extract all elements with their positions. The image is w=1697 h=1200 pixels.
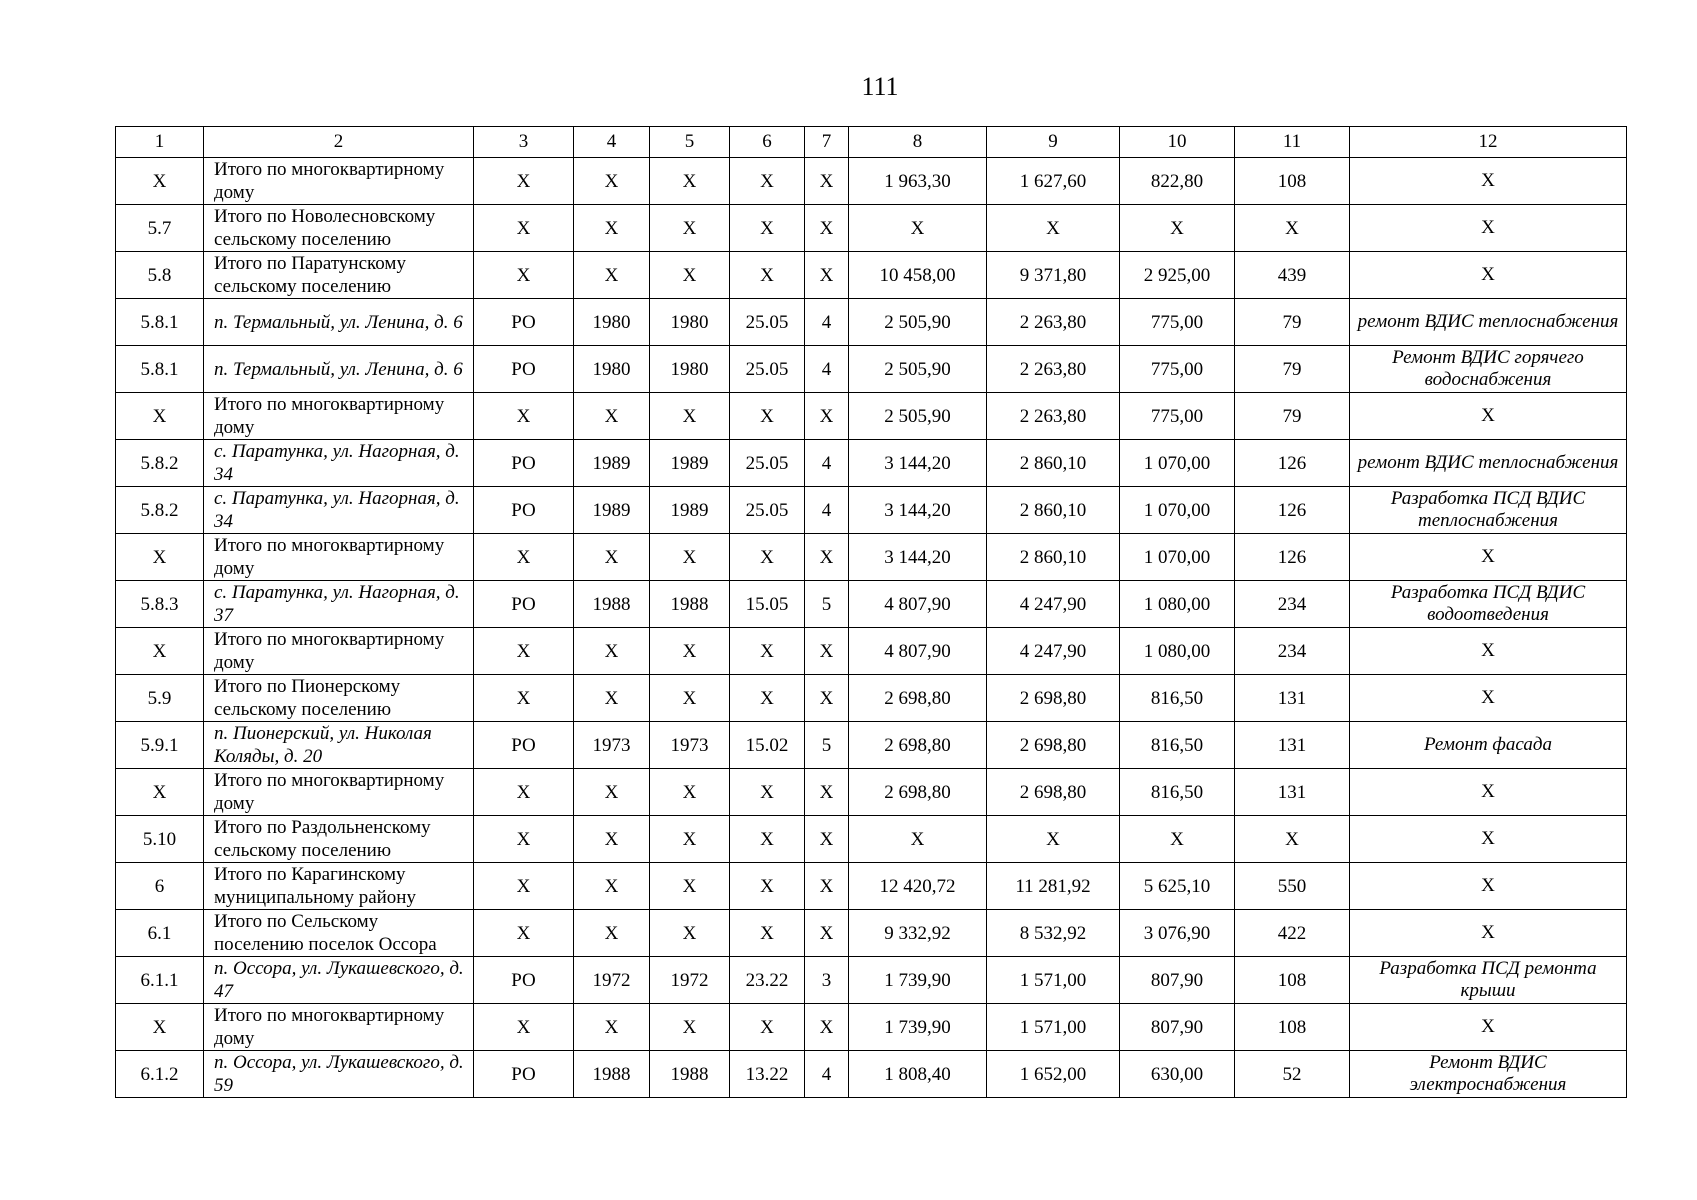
- column-11-cell: 131: [1235, 675, 1350, 722]
- address-cell: Итого по Новолесновскому сельскому поселению: [204, 205, 474, 252]
- column-6-cell: Х: [730, 910, 805, 957]
- column-7-cell: Х: [805, 628, 849, 675]
- column-6-cell: Х: [730, 205, 805, 252]
- column-8-cell: 3 144,20: [849, 487, 987, 534]
- column-11-cell: 234: [1235, 628, 1350, 675]
- column-5-cell: Х: [650, 863, 730, 910]
- column-9-cell: 4 247,90: [987, 581, 1120, 628]
- column-3-cell: РО: [474, 346, 574, 393]
- column-number-header: 7: [805, 127, 849, 158]
- work-type-cell: Х: [1350, 675, 1627, 722]
- column-5-cell: Х: [650, 910, 730, 957]
- column-8-cell: 3 144,20: [849, 440, 987, 487]
- row-number-cell: 6.1: [116, 910, 204, 957]
- table-row: [116, 722, 1627, 769]
- column-10-cell: 816,50: [1120, 675, 1235, 722]
- row-number-cell: Х: [116, 534, 204, 581]
- column-8-cell: 4 807,90: [849, 628, 987, 675]
- column-5-cell: Х: [650, 769, 730, 816]
- row-number-cell: 5.8.3: [116, 581, 204, 628]
- column-5-cell: Х: [650, 252, 730, 299]
- table-row: [116, 1004, 1627, 1051]
- row-number-cell: Х: [116, 158, 204, 205]
- column-3-cell: Х: [474, 628, 574, 675]
- row-number-cell: 5.9.1: [116, 722, 204, 769]
- column-3-cell: РО: [474, 722, 574, 769]
- table-row: [116, 957, 1627, 1004]
- column-10-cell: 1 070,00: [1120, 487, 1235, 534]
- column-number-header: 4: [574, 127, 650, 158]
- column-7-cell: Х: [805, 534, 849, 581]
- column-6-cell: 25.05: [730, 346, 805, 393]
- column-6-cell: Х: [730, 534, 805, 581]
- column-4-cell: Х: [574, 205, 650, 252]
- table-row: [116, 581, 1627, 628]
- column-5-cell: 1980: [650, 299, 730, 346]
- address-cell: с. Паратунка, ул. Нагорная, д. 34: [204, 440, 474, 487]
- column-7-cell: 4: [805, 487, 849, 534]
- column-number-header: 10: [1120, 127, 1235, 158]
- row-number-cell: 5.8.2: [116, 487, 204, 534]
- row-number-cell: 5.8.1: [116, 299, 204, 346]
- column-3-cell: РО: [474, 1051, 574, 1098]
- column-8-cell: 2 698,80: [849, 675, 987, 722]
- column-11-cell: 439: [1235, 252, 1350, 299]
- column-11-cell: 131: [1235, 722, 1350, 769]
- column-7-cell: Х: [805, 675, 849, 722]
- column-10-cell: 816,50: [1120, 769, 1235, 816]
- row-number-cell: 6.1.1: [116, 957, 204, 1004]
- column-9-cell: 9 371,80: [987, 252, 1120, 299]
- column-4-cell: 1988: [574, 581, 650, 628]
- address-cell: Итого по многоквартирному дому: [204, 769, 474, 816]
- column-number-header: 11: [1235, 127, 1350, 158]
- address-cell: п. Оссора, ул. Лукашевского, д. 59: [204, 1051, 474, 1098]
- row-number-cell: 5.8.2: [116, 440, 204, 487]
- column-4-cell: Х: [574, 628, 650, 675]
- column-6-cell: 15.05: [730, 581, 805, 628]
- column-10-cell: 1 080,00: [1120, 581, 1235, 628]
- address-cell: Итого по Карагинскому муниципальному району: [204, 863, 474, 910]
- column-4-cell: Х: [574, 863, 650, 910]
- column-3-cell: РО: [474, 957, 574, 1004]
- column-5-cell: Х: [650, 675, 730, 722]
- column-3-cell: РО: [474, 440, 574, 487]
- row-number-cell: Х: [116, 628, 204, 675]
- column-4-cell: Х: [574, 816, 650, 863]
- column-5-cell: Х: [650, 158, 730, 205]
- table-row: [116, 346, 1627, 393]
- column-7-cell: 3: [805, 957, 849, 1004]
- table-row: [116, 487, 1627, 534]
- row-number-cell: Х: [116, 393, 204, 440]
- column-5-cell: Х: [650, 628, 730, 675]
- table-row: [116, 1051, 1627, 1098]
- column-11-cell: 108: [1235, 957, 1350, 1004]
- column-6-cell: 25.05: [730, 440, 805, 487]
- column-4-cell: Х: [574, 393, 650, 440]
- work-type-cell: Ремонт фасада: [1350, 722, 1627, 769]
- address-cell: с. Паратунка, ул. Нагорная, д. 34: [204, 487, 474, 534]
- column-7-cell: Х: [805, 1004, 849, 1051]
- column-10-cell: 816,50: [1120, 722, 1235, 769]
- column-7-cell: 5: [805, 581, 849, 628]
- work-type-cell: Х: [1350, 252, 1627, 299]
- work-type-cell: Х: [1350, 158, 1627, 205]
- row-number-cell: Х: [116, 1004, 204, 1051]
- column-6-cell: Х: [730, 1004, 805, 1051]
- table-body: [116, 127, 1627, 1098]
- column-10-cell: Х: [1120, 816, 1235, 863]
- row-number-cell: 6: [116, 863, 204, 910]
- column-5-cell: 1988: [650, 1051, 730, 1098]
- column-6-cell: Х: [730, 816, 805, 863]
- column-3-cell: РО: [474, 487, 574, 534]
- row-number-cell: 5.8: [116, 252, 204, 299]
- column-9-cell: 1 652,00: [987, 1051, 1120, 1098]
- column-11-cell: Х: [1235, 205, 1350, 252]
- table-row: [116, 628, 1627, 675]
- column-4-cell: 1989: [574, 487, 650, 534]
- column-8-cell: 1 808,40: [849, 1051, 987, 1098]
- column-10-cell: 807,90: [1120, 1004, 1235, 1051]
- column-5-cell: Х: [650, 816, 730, 863]
- column-8-cell: 12 420,72: [849, 863, 987, 910]
- column-number-row: [116, 127, 1627, 158]
- work-type-cell: Ремонт ВДИС горячего водоснабжения: [1350, 346, 1627, 393]
- column-9-cell: 8 532,92: [987, 910, 1120, 957]
- column-6-cell: Х: [730, 769, 805, 816]
- column-3-cell: Х: [474, 534, 574, 581]
- work-type-cell: ремонт ВДИС теплоснабжения: [1350, 440, 1627, 487]
- column-5-cell: 1973: [650, 722, 730, 769]
- column-7-cell: Х: [805, 863, 849, 910]
- column-11-cell: 52: [1235, 1051, 1350, 1098]
- column-8-cell: 2 505,90: [849, 393, 987, 440]
- row-number-cell: 6.1.2: [116, 1051, 204, 1098]
- address-cell: Итого по Раздольненскому сельскому поселению: [204, 816, 474, 863]
- column-10-cell: 775,00: [1120, 299, 1235, 346]
- column-8-cell: 2 698,80: [849, 722, 987, 769]
- column-4-cell: Х: [574, 910, 650, 957]
- work-type-cell: Разработка ПСД ремонта крыши: [1350, 957, 1627, 1004]
- column-5-cell: Х: [650, 1004, 730, 1051]
- column-number-header: 3: [474, 127, 574, 158]
- column-11-cell: 126: [1235, 487, 1350, 534]
- address-cell: п. Термальный, ул. Ленина, д. 6: [204, 299, 474, 346]
- column-7-cell: 4: [805, 299, 849, 346]
- column-7-cell: 5: [805, 722, 849, 769]
- column-11-cell: 126: [1235, 440, 1350, 487]
- work-type-cell: Х: [1350, 534, 1627, 581]
- column-9-cell: 2 263,80: [987, 346, 1120, 393]
- column-3-cell: Х: [474, 158, 574, 205]
- table-row: [116, 910, 1627, 957]
- column-11-cell: 108: [1235, 1004, 1350, 1051]
- column-4-cell: Х: [574, 1004, 650, 1051]
- row-number-cell: 5.10: [116, 816, 204, 863]
- table-row: [116, 158, 1627, 205]
- row-number-cell: 5.8.1: [116, 346, 204, 393]
- column-10-cell: Х: [1120, 205, 1235, 252]
- column-6-cell: Х: [730, 158, 805, 205]
- column-7-cell: 4: [805, 346, 849, 393]
- column-10-cell: 1 070,00: [1120, 534, 1235, 581]
- housing-repair-table: [115, 126, 1627, 1098]
- column-10-cell: 1 080,00: [1120, 628, 1235, 675]
- column-7-cell: Х: [805, 252, 849, 299]
- column-10-cell: 775,00: [1120, 346, 1235, 393]
- page-number: 111: [861, 72, 899, 101]
- column-4-cell: Х: [574, 675, 650, 722]
- column-8-cell: 4 807,90: [849, 581, 987, 628]
- column-3-cell: Х: [474, 252, 574, 299]
- column-10-cell: 2 925,00: [1120, 252, 1235, 299]
- column-5-cell: 1980: [650, 346, 730, 393]
- column-7-cell: Х: [805, 816, 849, 863]
- column-8-cell: 1 739,90: [849, 957, 987, 1004]
- column-number-header: 8: [849, 127, 987, 158]
- column-3-cell: Х: [474, 863, 574, 910]
- column-9-cell: Х: [987, 816, 1120, 863]
- column-3-cell: Х: [474, 816, 574, 863]
- column-11-cell: 79: [1235, 299, 1350, 346]
- column-11-cell: 422: [1235, 910, 1350, 957]
- address-cell: п. Оссора, ул. Лукашевского, д. 47: [204, 957, 474, 1004]
- column-5-cell: 1972: [650, 957, 730, 1004]
- column-8-cell: 3 144,20: [849, 534, 987, 581]
- column-5-cell: 1989: [650, 487, 730, 534]
- table-row: [116, 205, 1627, 252]
- column-4-cell: 1972: [574, 957, 650, 1004]
- column-8-cell: Х: [849, 205, 987, 252]
- column-9-cell: 2 698,80: [987, 722, 1120, 769]
- column-4-cell: 1973: [574, 722, 650, 769]
- column-9-cell: 2 698,80: [987, 675, 1120, 722]
- table-row: [116, 534, 1627, 581]
- column-9-cell: Х: [987, 205, 1120, 252]
- column-6-cell: 25.05: [730, 299, 805, 346]
- address-cell: Итого по многоквартирному дому: [204, 393, 474, 440]
- work-type-cell: Х: [1350, 1004, 1627, 1051]
- column-number-header: 6: [730, 127, 805, 158]
- column-7-cell: Х: [805, 158, 849, 205]
- column-9-cell: 2 698,80: [987, 769, 1120, 816]
- column-10-cell: 3 076,90: [1120, 910, 1235, 957]
- column-9-cell: 2 860,10: [987, 534, 1120, 581]
- address-cell: п. Пионерский, ул. Николая Коляды, д. 20: [204, 722, 474, 769]
- column-3-cell: РО: [474, 299, 574, 346]
- work-type-cell: Разработка ПСД ВДИС водоотведения: [1350, 581, 1627, 628]
- column-10-cell: 1 070,00: [1120, 440, 1235, 487]
- address-cell: п. Термальный, ул. Ленина, д. 6: [204, 346, 474, 393]
- column-4-cell: 1980: [574, 299, 650, 346]
- column-7-cell: Х: [805, 205, 849, 252]
- column-11-cell: 79: [1235, 393, 1350, 440]
- column-number-header: 1: [116, 127, 204, 158]
- column-11-cell: 108: [1235, 158, 1350, 205]
- column-9-cell: 11 281,92: [987, 863, 1120, 910]
- column-10-cell: 775,00: [1120, 393, 1235, 440]
- work-type-cell: Х: [1350, 910, 1627, 957]
- column-11-cell: 550: [1235, 863, 1350, 910]
- column-5-cell: Х: [650, 393, 730, 440]
- column-9-cell: 2 263,80: [987, 393, 1120, 440]
- column-11-cell: 79: [1235, 346, 1350, 393]
- column-4-cell: Х: [574, 158, 650, 205]
- column-9-cell: 2 263,80: [987, 299, 1120, 346]
- column-6-cell: Х: [730, 628, 805, 675]
- table-row: [116, 863, 1627, 910]
- column-7-cell: 4: [805, 440, 849, 487]
- column-6-cell: Х: [730, 675, 805, 722]
- row-number-cell: Х: [116, 769, 204, 816]
- column-3-cell: Х: [474, 769, 574, 816]
- table-row: [116, 769, 1627, 816]
- column-8-cell: 9 332,92: [849, 910, 987, 957]
- column-8-cell: Х: [849, 816, 987, 863]
- table-row: [116, 299, 1627, 346]
- column-8-cell: 1 739,90: [849, 1004, 987, 1051]
- column-3-cell: Х: [474, 205, 574, 252]
- column-number-header: 5: [650, 127, 730, 158]
- table-row: [116, 393, 1627, 440]
- column-6-cell: Х: [730, 863, 805, 910]
- table-row: [116, 675, 1627, 722]
- column-9-cell: 2 860,10: [987, 440, 1120, 487]
- column-4-cell: Х: [574, 252, 650, 299]
- column-4-cell: 1980: [574, 346, 650, 393]
- column-6-cell: 25.05: [730, 487, 805, 534]
- column-7-cell: Х: [805, 910, 849, 957]
- column-10-cell: 630,00: [1120, 1051, 1235, 1098]
- address-cell: Итого по многоквартирному дому: [204, 158, 474, 205]
- column-3-cell: Х: [474, 393, 574, 440]
- column-3-cell: Х: [474, 1004, 574, 1051]
- column-8-cell: 2 505,90: [849, 346, 987, 393]
- column-8-cell: 1 963,30: [849, 158, 987, 205]
- column-8-cell: 10 458,00: [849, 252, 987, 299]
- column-10-cell: 5 625,10: [1120, 863, 1235, 910]
- work-type-cell: Х: [1350, 393, 1627, 440]
- column-10-cell: 822,80: [1120, 158, 1235, 205]
- column-11-cell: 126: [1235, 534, 1350, 581]
- column-number-header: 12: [1350, 127, 1627, 158]
- column-3-cell: РО: [474, 581, 574, 628]
- address-cell: Итого по многоквартирному дому: [204, 534, 474, 581]
- column-5-cell: 1988: [650, 581, 730, 628]
- address-cell: Итого по многоквартирному дому: [204, 1004, 474, 1051]
- row-number-cell: 5.9: [116, 675, 204, 722]
- table-row: [116, 252, 1627, 299]
- work-type-cell: Х: [1350, 205, 1627, 252]
- column-6-cell: Х: [730, 252, 805, 299]
- column-4-cell: 1989: [574, 440, 650, 487]
- column-7-cell: Х: [805, 393, 849, 440]
- address-cell: Итого по многоквартирному дому: [204, 628, 474, 675]
- table-row: [116, 816, 1627, 863]
- address-cell: Итого по Сельскому поселению поселок Оссора: [204, 910, 474, 957]
- work-type-cell: Х: [1350, 816, 1627, 863]
- address-cell: Итого по Пионерскому сельскому поселению: [204, 675, 474, 722]
- column-7-cell: Х: [805, 769, 849, 816]
- column-10-cell: 807,90: [1120, 957, 1235, 1004]
- column-number-header: 9: [987, 127, 1120, 158]
- work-type-cell: ремонт ВДИС теплоснабжения: [1350, 299, 1627, 346]
- column-9-cell: 1 627,60: [987, 158, 1120, 205]
- column-9-cell: 1 571,00: [987, 1004, 1120, 1051]
- column-3-cell: Х: [474, 675, 574, 722]
- column-8-cell: 2 698,80: [849, 769, 987, 816]
- column-9-cell: 1 571,00: [987, 957, 1120, 1004]
- column-6-cell: Х: [730, 393, 805, 440]
- column-8-cell: 2 505,90: [849, 299, 987, 346]
- address-cell: Итого по Паратунскому сельскому поселению: [204, 252, 474, 299]
- table-row: [116, 440, 1627, 487]
- work-type-cell: Х: [1350, 628, 1627, 675]
- row-number-cell: 5.7: [116, 205, 204, 252]
- column-9-cell: 2 860,10: [987, 487, 1120, 534]
- work-type-cell: Х: [1350, 863, 1627, 910]
- column-4-cell: Х: [574, 769, 650, 816]
- column-11-cell: Х: [1235, 816, 1350, 863]
- work-type-cell: Х: [1350, 769, 1627, 816]
- work-type-cell: Разработка ПСД ВДИС теплоснабжения: [1350, 487, 1627, 534]
- column-11-cell: 131: [1235, 769, 1350, 816]
- column-number-header: 2: [204, 127, 474, 158]
- address-cell: с. Паратунка, ул. Нагорная, д. 37: [204, 581, 474, 628]
- column-6-cell: 15.02: [730, 722, 805, 769]
- column-6-cell: 23.22: [730, 957, 805, 1004]
- column-4-cell: Х: [574, 534, 650, 581]
- work-type-cell: Ремонт ВДИС электроснабжения: [1350, 1051, 1627, 1098]
- column-7-cell: 4: [805, 1051, 849, 1098]
- column-5-cell: Х: [650, 205, 730, 252]
- column-6-cell: 13.22: [730, 1051, 805, 1098]
- column-11-cell: 234: [1235, 581, 1350, 628]
- column-5-cell: 1989: [650, 440, 730, 487]
- column-9-cell: 4 247,90: [987, 628, 1120, 675]
- column-4-cell: 1988: [574, 1051, 650, 1098]
- column-3-cell: Х: [474, 910, 574, 957]
- column-5-cell: Х: [650, 534, 730, 581]
